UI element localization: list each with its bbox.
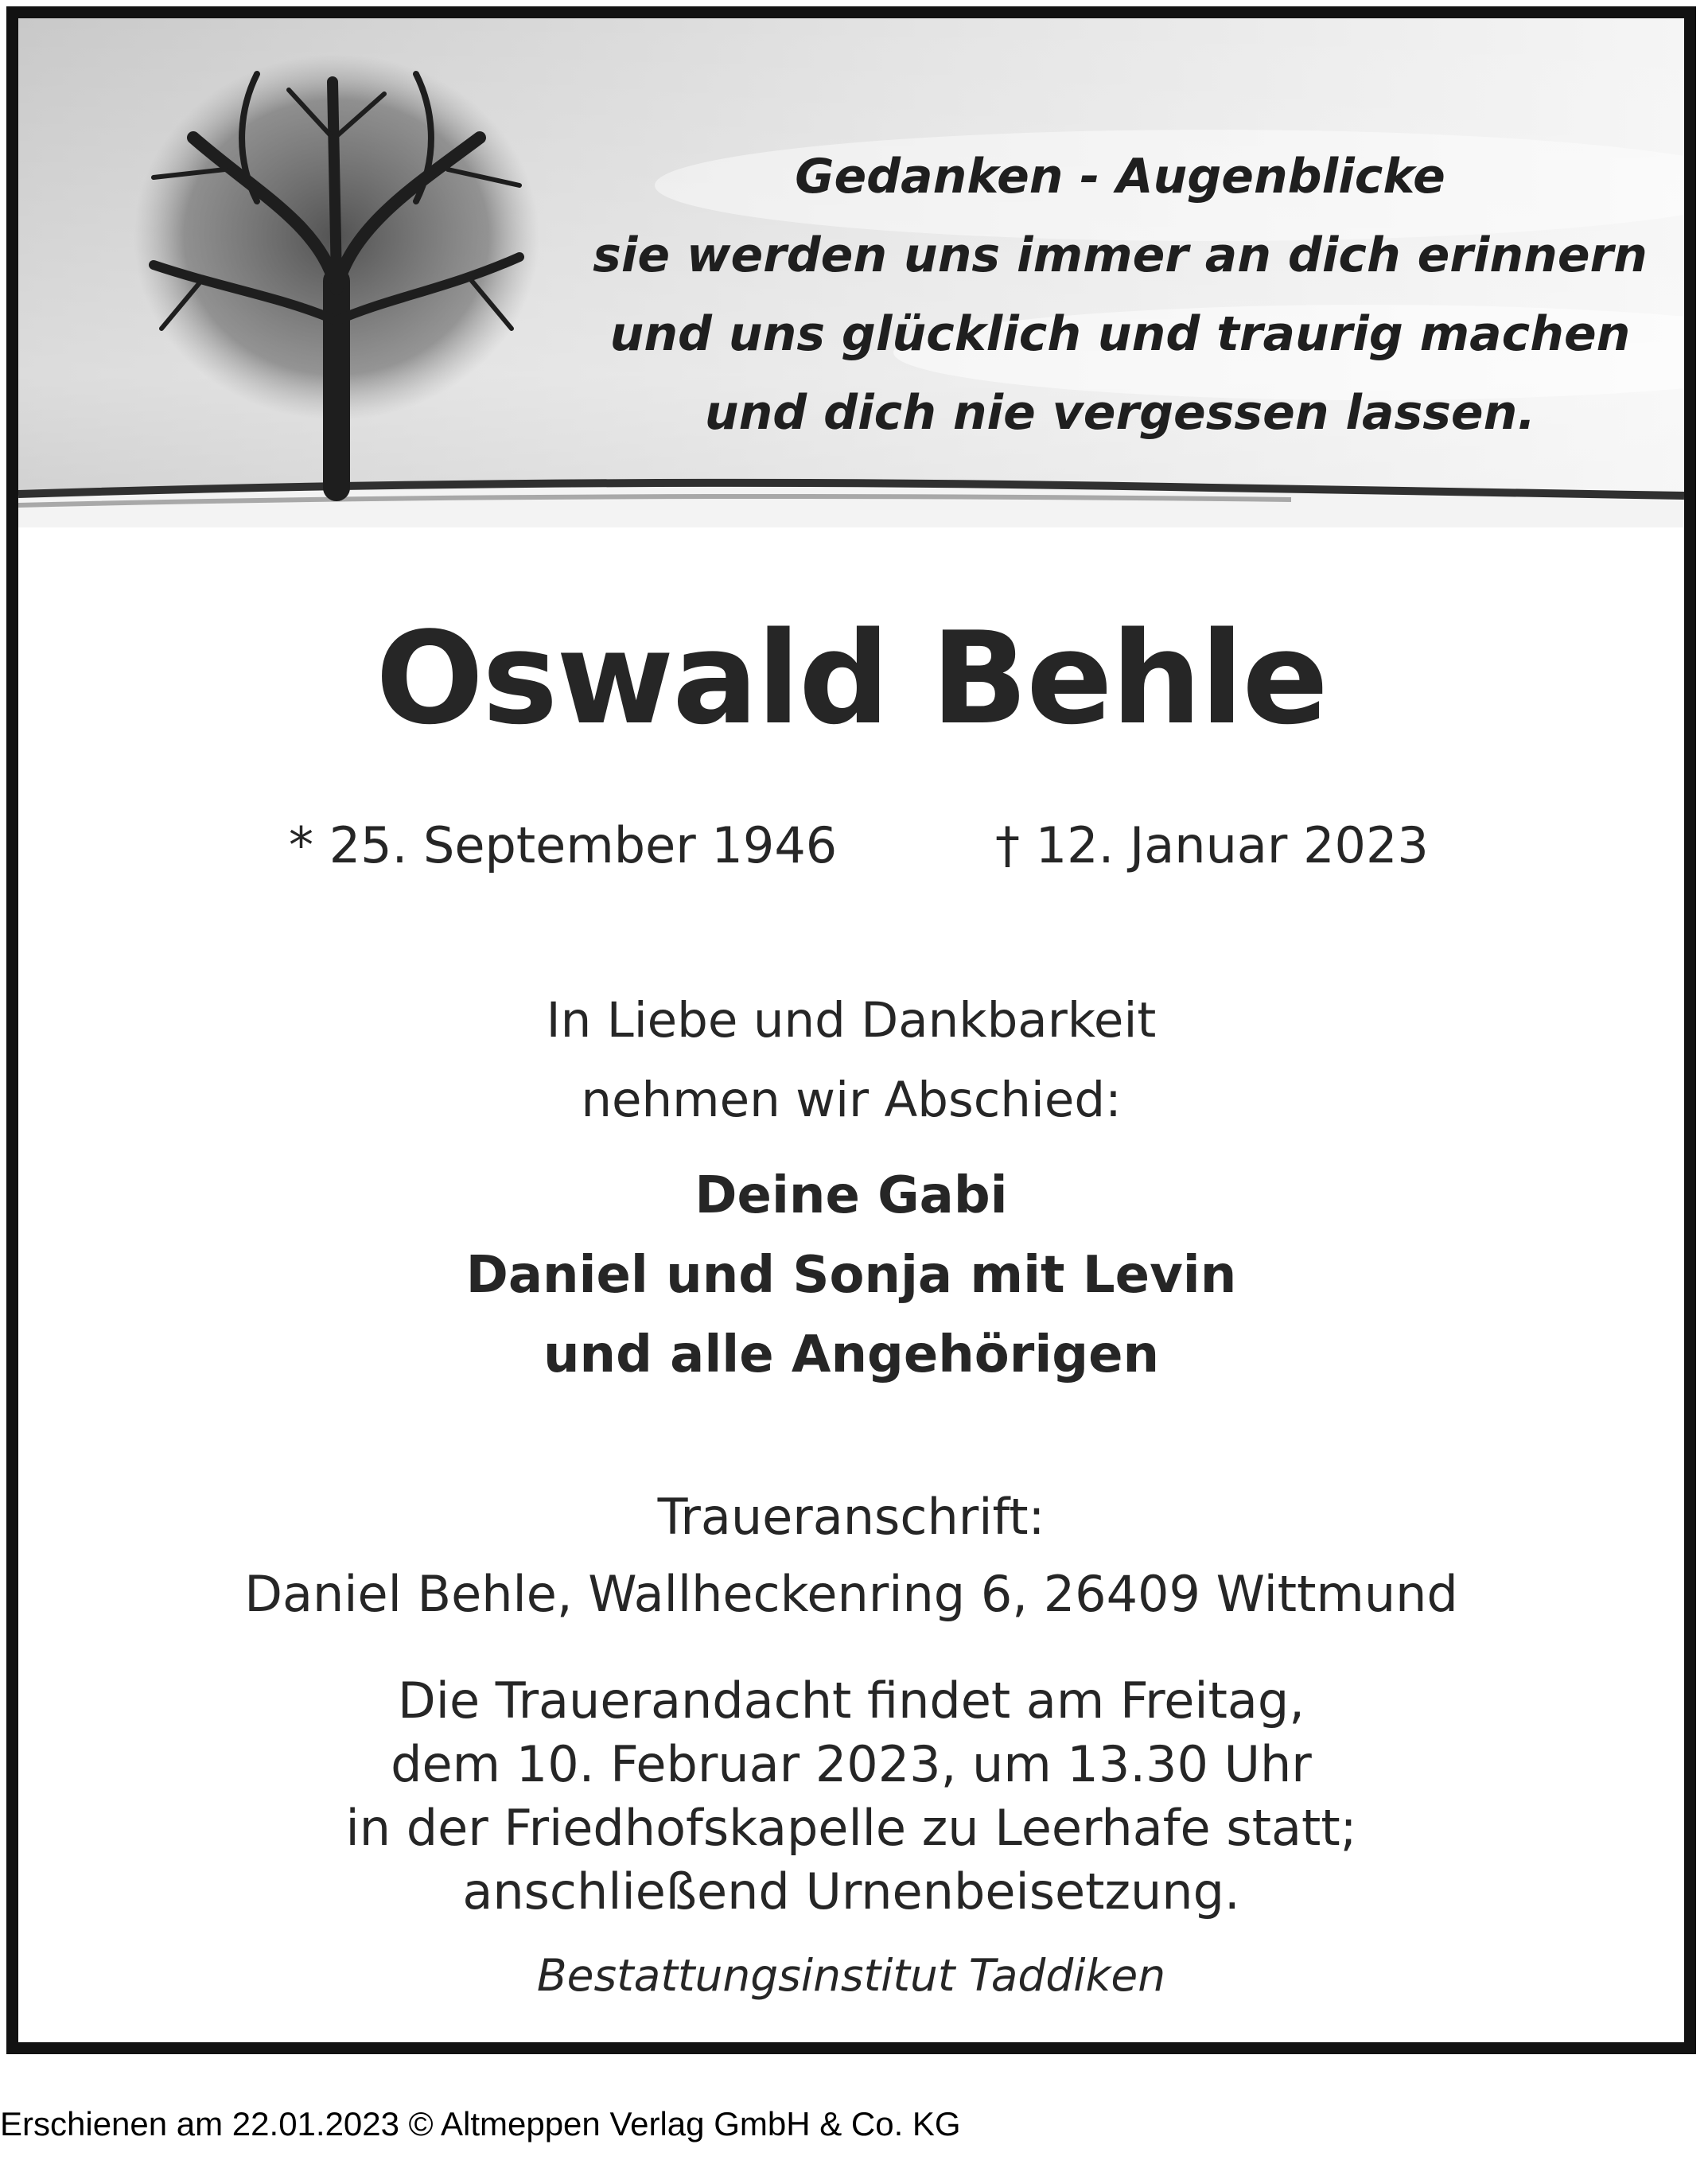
farewell-intro [18, 981, 1684, 1140]
service-line: in der Friedhofskapelle zu Leerhafe statt; [345, 1799, 1357, 1857]
verse [575, 138, 1665, 453]
intro-line: In Liebe und Dankbarkeit [546, 992, 1157, 1049]
mourners-list [18, 1156, 1684, 1395]
mourner-line: Deine Gabi [694, 1166, 1008, 1225]
mourner-line: und alle Angehörigen [543, 1325, 1160, 1384]
death-date: † 12. Januar 2023 [995, 816, 1429, 874]
verse-line: sie werden uns immer an dich erinnern [593, 228, 1648, 283]
deceased-name: Oswald Behle [375, 604, 1327, 753]
intro-line: nehmen wir Abschied: [581, 1072, 1122, 1128]
address-label: Traueranschrift: [657, 1488, 1045, 1546]
mourning-address [18, 1478, 1684, 1633]
verse-line: und dich nie vergessen lassen. [704, 385, 1536, 441]
obituary-frame [6, 6, 1696, 2054]
service-line: Die Trauerandacht findet am Freitag, [397, 1672, 1305, 1730]
verse-line: und uns glücklich und traurig machen [609, 306, 1631, 362]
service-line: anschließend Urnenbeisetzung. [462, 1862, 1240, 1921]
service-line: dem 10. Februar 2023, um 13.30 Uhr [391, 1735, 1312, 1793]
verse-line: Gedanken - Augenblicke [795, 149, 1445, 204]
publication-footer: Erschienen am 22.01.2023 © Altmeppen Verlag GmbH & Co. KG [0, 2105, 961, 2142]
undertaker-name: Bestattungsinstitut Taddiken [536, 1950, 1166, 2001]
address-value: Daniel Behle, Wallheckenring 6, 26409 Wittmund [244, 1565, 1458, 1623]
birth-date: * 25. September 1946 [289, 816, 838, 874]
mourner-line: Daniel und Sonja mit Levin [465, 1246, 1237, 1305]
service-info [18, 1669, 1684, 1924]
